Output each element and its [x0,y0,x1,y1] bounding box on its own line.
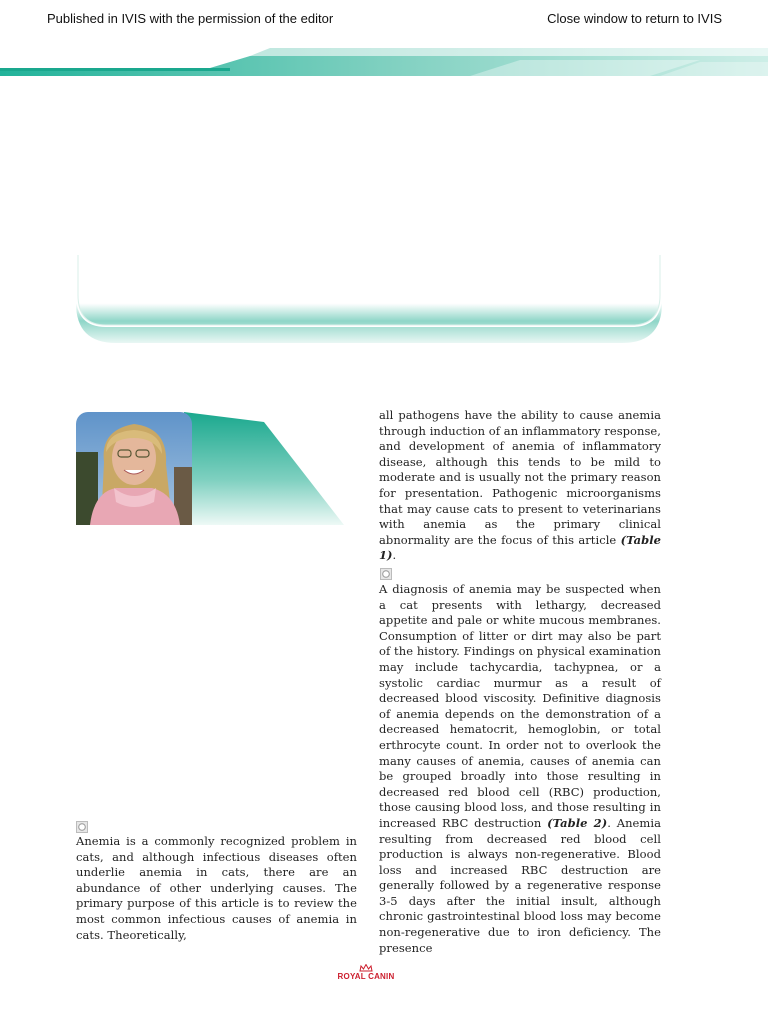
table-2-reference: (Table 2) [547,815,608,830]
author-portrait-icon [76,412,192,525]
paragraph-text-end: . Anemia resulting from decreased red blood cell production is always non-regenerative. Blood loss and increased RBC destruction are generally followed by a regenerative response 3-5 days after the initial insult, although chronic gastrointestinal blood loss may become non-regenerative due to iron deficiency. The presence [379,815,661,955]
header-decorative-band [0,46,768,78]
crown-icon [359,964,373,972]
article-paragraph-continued [379,408,661,564]
section-marker-icon [76,821,88,833]
title-panel [76,255,662,345]
table-1-reference: (Table 1) [379,532,661,563]
paragraph-text-end: . [392,548,397,563]
article-paragraph-intro [76,834,357,943]
paragraph-text: A diagnosis of anemia may be suspected when a cat presents with lethargy, decreased appetite and pale or white mucous membranes. Consumption of litter or dirt may also be part of the history. Findings on physical examination may include tachycardia, tachypnea, or a systolic cardiac murmur as a result of decreased blood viscosity. Definitive diagnosis of anemia depends on the demonstration of a decreased hematocrit, hemoglobin, or total erthrocyte count. In order not to overlook the many causes of anemia, causes of anemia can be grouped broadly into those resulting in decreased red blood cell (RBC) production, those causing blood loss, and those resulting in increased RBC destruction [379,582,661,830]
publication-notice: Published in IVIS with the permission of the editor [47,11,334,26]
top-bar [0,0,768,40]
close-window-link[interactable]: Close window to return to IVIS [547,11,722,26]
paragraph-text: all pathogens have the ability to cause anemia through induction of an inflammatory response, and development of anemia of inflammatory disease, although this tends to be mild to moderate and is usually not the primary reason for presentation. Pathogenic microorganisms that may cause cats to present to veterinarians with anemia as the primary clinical abnormality are the focus of this article [379,408,661,547]
paragraph-text: Anemia is a commonly recognized problem in cats, and although infectious diseases often underlie anemia in cats, there are an abundance of other underlying causes. The primary purpose of this article is to review the most common infectious causes of anemia in cats. Theoretically, [76,834,357,942]
royal-canin-logo [337,964,395,982]
logo-text: ROYAL CANIN [337,972,395,981]
section-marker-icon [380,568,392,580]
decorative-teal-triangle [184,412,346,526]
author-block [76,412,346,526]
article-paragraph-diagnosis [379,582,661,956]
